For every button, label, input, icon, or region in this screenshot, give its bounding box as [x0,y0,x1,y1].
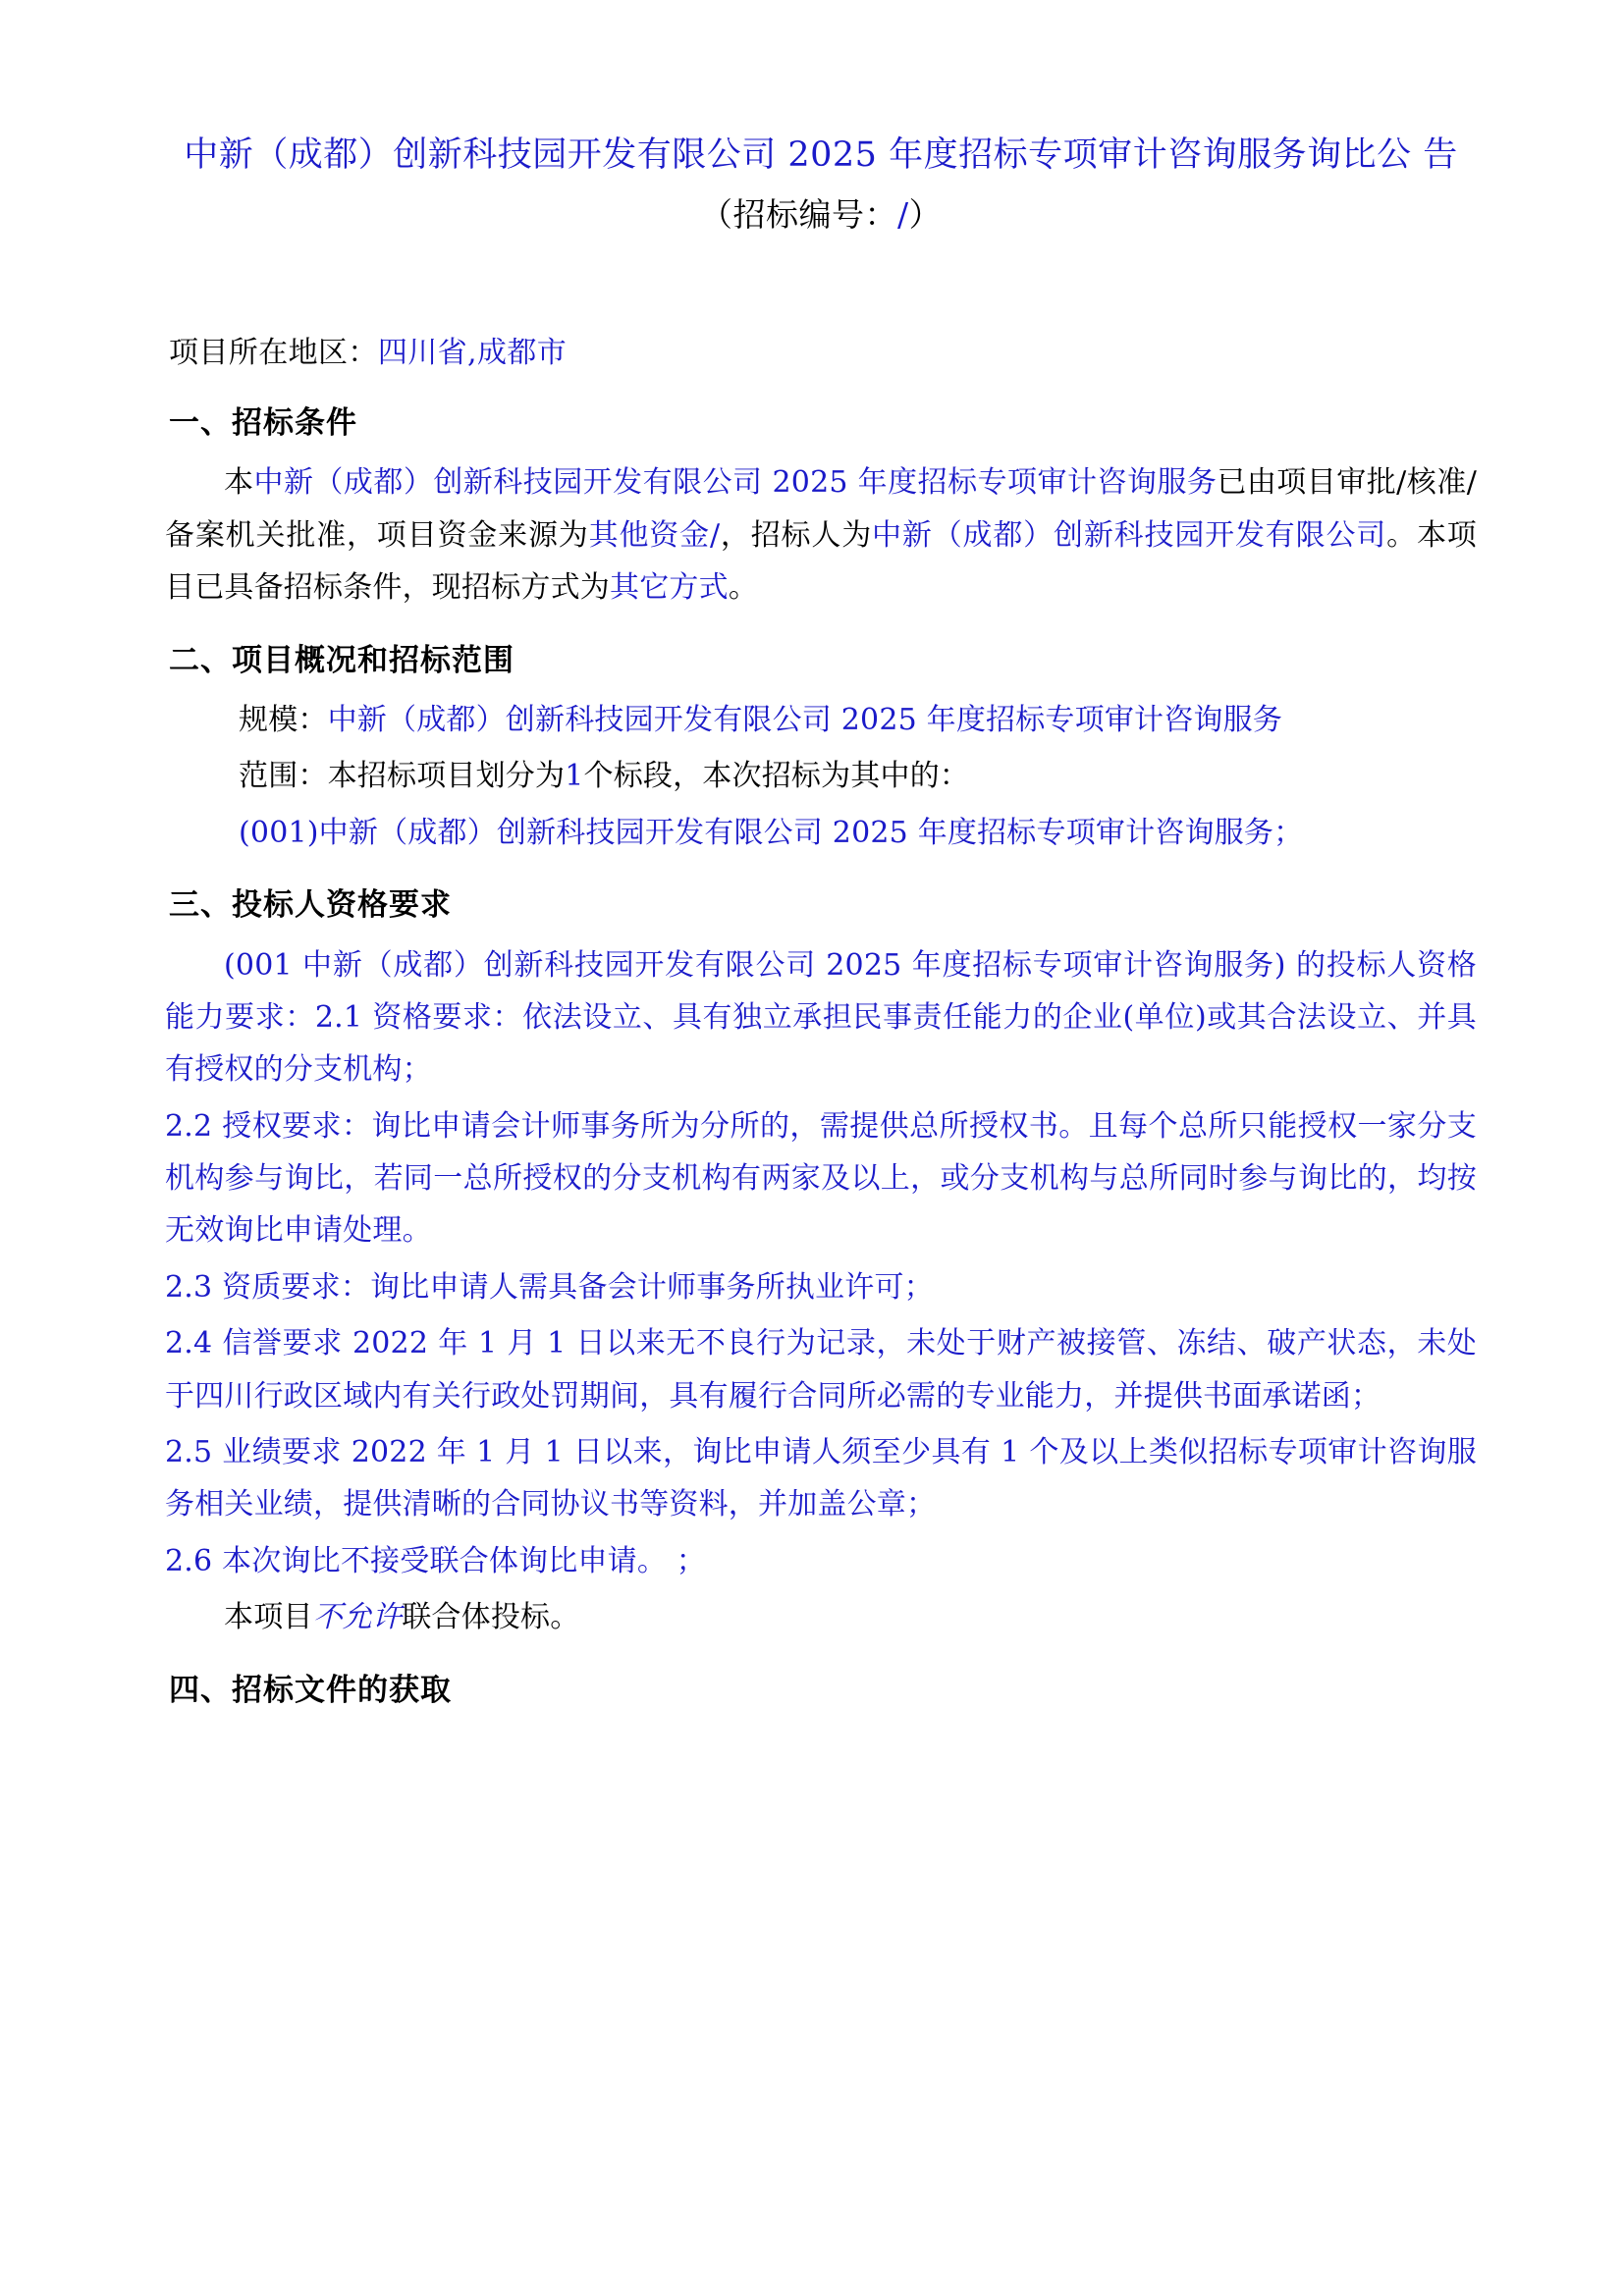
s3-intro-text: (001 中新（成都）创新科技园开发有限公司 2025 年度招标专项审计咨询服务) 的投标人资格能力要求：2.1 资格要求：依法设立、具有独立承担民事责任能力的企业(单位)或其合法设立、并具有授权的分支机构； [165,947,1477,1088]
section-2-lot-item [165,807,1477,859]
bid-number-prefix: （招标编号： [699,194,897,234]
s2-scale-label: 规模： [239,702,328,737]
joint-bid-text-c: 联合体投标。 [402,1600,580,1635]
project-location-label: 项目所在地区： [169,336,378,371]
section-2-scale-line [165,694,1477,746]
s2-scope-text-c: 个标段，本次招标为其中的： [583,759,970,794]
bid-number-value: / [896,194,909,234]
title-line-2: 告 [1423,135,1458,175]
s3-c23-text: 2.3 资质要求：询比申请人需具备会计师事务所执业许可； [165,1269,934,1305]
bid-number-suffix: ） [908,194,943,234]
section-3-intro [165,939,1477,1096]
page-title [165,128,1477,184]
s1-text-i: 。 [728,570,759,606]
joint-bid-statement [165,1591,1477,1643]
title-body-spacer [165,240,1477,331]
s1-text-g: 。本项目已具备招标条件，现招标方式为 [165,517,1477,606]
bid-number-line [165,189,1477,241]
requirement-2-2 [165,1100,1477,1257]
s2-scale-value: 中新（成都）创新科技园开发有限公司 2025 年度招标专项审计咨询服务 [327,702,1283,737]
requirement-2-5 [165,1426,1477,1531]
s1-funding-source: 其他资金/ [588,517,721,553]
s1-project-name: 中新（成都）创新科技园开发有限公司 2025 年度招标专项审计咨询服务 [253,465,1218,501]
section-heading-3: 三、投标人资格要求 [169,887,452,924]
joint-bid-text-a: 本项目 [224,1600,313,1635]
s3-c26-text: 2.6 本次询比不接受联合体询比申请。 ； [165,1543,706,1578]
section-1-paragraph [165,456,1477,614]
s1-text-e: ，招标人为 [720,517,873,553]
joint-bid-not-allowed: 不允许 [312,1600,403,1635]
s2-scope-text-a: 范围：本招标项目划分为 [239,759,566,794]
requirement-2-6 [165,1535,1477,1587]
requirement-2-3 [165,1261,1477,1313]
project-location [169,331,1477,377]
s3-c24-text: 2.4 信誉要求 2022 年 1 月 1 日以来无不良行为记录，未处于财产被接管、冻结、破产状态，未处于四川行政区域内有关行政处罚期间，具有履行合同所必需的专业能力，并提供书面承诺函； [165,1326,1477,1414]
title-line-1: 中新（成都）创新科技园开发有限公司 2025 年度招标专项审计咨询服务询比公 [184,135,1412,175]
requirement-2-4 [165,1317,1477,1422]
section-2-scope-line [165,750,1477,802]
s2-lot-item-text: (001)中新（成都）创新科技园开发有限公司 2025 年度招标专项审计咨询服务； [239,815,1304,850]
section-heading-2: 二、项目概况和招标范围 [169,642,514,678]
s3-c25-text: 2.5 业绩要求 2022 年 1 月 1 日以来，询比申请人须至少具有 1 个及以上类似招标专项审计咨询服务相关业绩，提供清晰的合同协议书等资料，并加盖公章； [165,1435,1477,1522]
s1-tender-method: 其它方式 [610,570,729,606]
s3-c22-text: 2.2 授权要求：询比申请会计师事务所为分所的，需提供总所授权书。且每个总所只能授权一家分支机构参与询比，若同一总所授权的分支机构有两家及以上，或分支机构与总所同时参与询比的，均按无效询比申请处理。 [165,1108,1477,1249]
s1-text-c: 已由项目审批/核准/备案机关批准，项目资金来源为 [165,465,1478,553]
document-title-block [165,128,1477,240]
section-heading-4: 四、招标文件的获取 [169,1672,452,1708]
section-heading-1: 一、招标条件 [169,404,357,441]
project-location-value: 四川省,成都市 [377,336,568,371]
s1-text-a: 本 [224,465,254,501]
s2-lot-count: 1 [565,759,584,794]
s1-tenderer-name: 中新（成都）创新科技园开发有限公司 [872,517,1387,553]
